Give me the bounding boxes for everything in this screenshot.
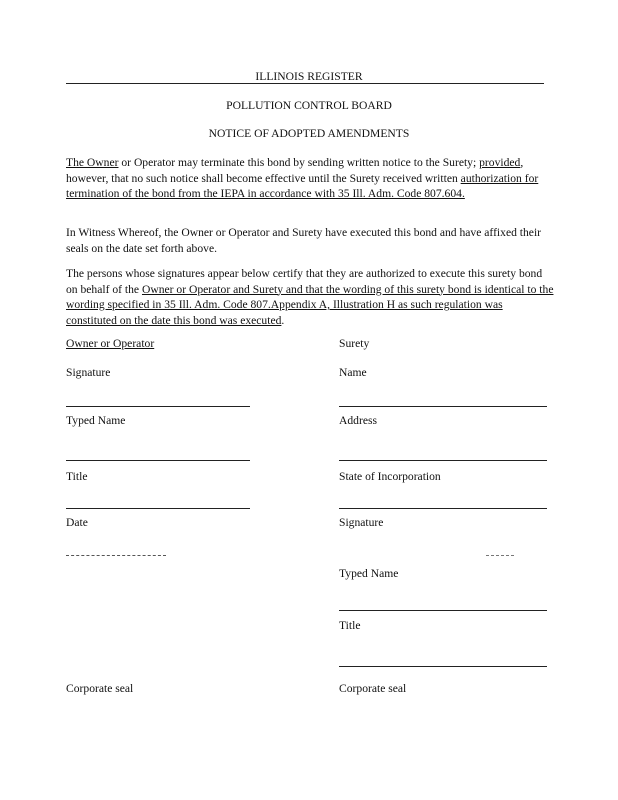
surety-state-line[interactable] xyxy=(339,508,547,509)
board-title: POLLUTION CONTROL BOARD xyxy=(226,99,392,112)
certification-text-underlined: Owner or Operator and Surety and that the wording of this surety bond is identical to the wording specified in 35 Ill. Adm. Code 807.Appendix A, Illustration H as such regulation was constituted on the date this bond was executed xyxy=(66,282,554,327)
termination-text-2: , however, that no such notice shall become effective until the Surety received written xyxy=(66,156,524,185)
register-title: ILLINOIS REGISTER xyxy=(255,70,363,83)
owner-title-line[interactable] xyxy=(66,508,250,509)
owner-title-label: Title xyxy=(66,470,88,483)
owner-typed-name-line[interactable] xyxy=(66,460,250,461)
owner-corporate-seal-label: Corporate seal xyxy=(66,682,134,695)
surety-corporate-seal-label: Corporate seal xyxy=(339,682,407,695)
witness-paragraph: In Witness Whereof, the Owner or Operator and Surety have executed this bond and have affixed their seals on the date set forth above. xyxy=(66,226,542,255)
surety-typed-name-label: Typed Name xyxy=(339,567,399,580)
surety-signature-line[interactable] xyxy=(486,555,514,556)
owner-date-line[interactable] xyxy=(66,555,166,556)
owner-text: The Owner xyxy=(66,156,119,169)
termination-paragraph xyxy=(66,155,554,202)
surety-address-label: Address xyxy=(339,414,377,427)
certification-text-end: . xyxy=(281,313,285,327)
authorization-text: authorization for termination of the bond from the IEPA in accordance with 35 Ill. Adm. Code 807.604. xyxy=(66,171,539,200)
surety-title-line[interactable] xyxy=(339,666,547,667)
notice-title: NOTICE OF ADOPTED AMENDMENTS xyxy=(208,127,410,140)
owner-heading: Owner or Operator xyxy=(66,337,155,350)
certification-paragraph xyxy=(66,266,554,328)
owner-signature-line[interactable] xyxy=(66,406,250,407)
surety-typed-name-line[interactable] xyxy=(339,610,547,611)
surety-address-line[interactable] xyxy=(339,460,547,461)
surety-state-label: State of Incorporation xyxy=(339,470,441,483)
provided-text: provided xyxy=(479,156,521,169)
owner-date-label: Date xyxy=(66,516,88,529)
owner-typed-name-label: Typed Name xyxy=(66,414,126,427)
surety-signature-label: Signature xyxy=(339,516,384,529)
certification-text-1: The persons whose signatures appear below certify that they are authorized to execute this surety bond on behalf of the xyxy=(66,267,543,296)
owner-signature-label: Signature xyxy=(66,366,111,379)
surety-name-label: Name xyxy=(339,366,367,379)
surety-name-line[interactable] xyxy=(339,406,547,407)
surety-heading: Surety xyxy=(339,337,370,350)
surety-title-label: Title xyxy=(339,619,361,632)
header-rule xyxy=(66,83,544,84)
termination-text-1: or Operator may terminate this bond by sending written notice to the Surety; xyxy=(118,156,480,169)
